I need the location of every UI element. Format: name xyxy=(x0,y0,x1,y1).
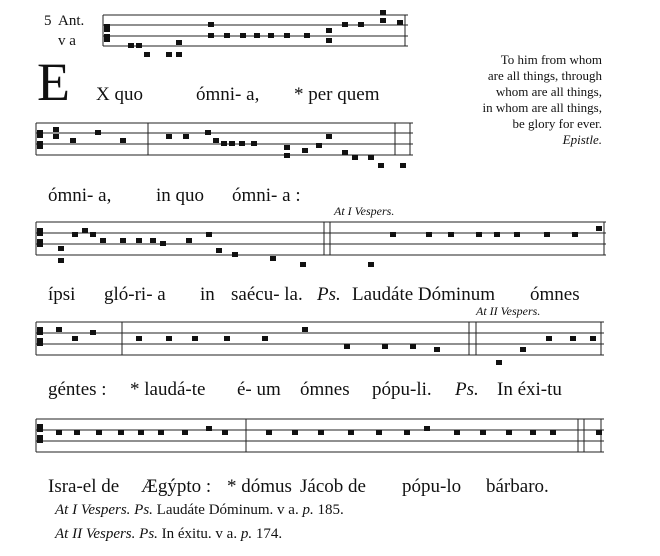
staff-2 xyxy=(36,123,413,155)
translation-line: in whom are all things, xyxy=(482,100,602,115)
translation-line: are all things, through xyxy=(487,68,602,83)
translation-block xyxy=(482,52,602,148)
lyric-3-word-2: gló-ri- a xyxy=(104,284,166,305)
lyric-3-ps: Ps. xyxy=(317,284,341,305)
lyric-4-ps: Ps. xyxy=(455,379,479,400)
lyric-3-word-4: saécu- la. xyxy=(231,284,303,305)
footnote-second-vespers: At II Vespers. Ps. In éxitu. v a. p. 174. xyxy=(55,526,283,542)
translation-line: whom are all things, xyxy=(495,84,602,99)
translation-source: Epistle. xyxy=(562,132,602,147)
antiphon-number: 5 xyxy=(44,13,52,29)
lyric-5-word-1: Isra-el de xyxy=(48,476,120,497)
lyric-3-word-1: ípsi xyxy=(48,284,76,305)
mode-label: v a xyxy=(58,33,76,49)
translation-line: be glory for ever. xyxy=(512,116,602,131)
lyric-2-word-1: ómni- a, xyxy=(48,185,112,206)
lyric-1-word-1: X quo xyxy=(96,84,143,105)
lyric-5-word-6: bárbaro. xyxy=(486,476,549,497)
lyric-4-word-7: In éxi-tu xyxy=(497,379,562,400)
lyric-3-word-6: Laudáte Dóminum xyxy=(352,284,495,305)
staff-5 xyxy=(36,419,604,452)
translation-line: To him from whom xyxy=(500,52,602,67)
drop-cap: E xyxy=(37,52,70,112)
lyric-2-word-2: in quo xyxy=(156,185,205,206)
lyric-5-word-5: pópu-lo xyxy=(402,476,462,497)
staff-4 xyxy=(36,322,604,355)
lyric-1-word-2: ómni- a, xyxy=(196,84,260,105)
lyric-5-word-4: Jácob de xyxy=(300,476,366,497)
lyric-2-word-3: ómni- a : xyxy=(232,185,301,206)
lyric-3-word-3: in xyxy=(200,284,215,305)
lyric-5-word-2: Ægýpto : xyxy=(141,476,212,497)
lyric-1-word-3: * per quem xyxy=(294,84,380,105)
rubric-first-vespers: At I Vespers. xyxy=(334,204,395,218)
lyric-5-word-3: * dómus xyxy=(227,476,292,497)
rubric-second-vespers: At II Vespers. xyxy=(476,304,541,318)
footnote-first-vespers: At I Vespers. Ps. Laudáte Dóminum. v a. p. 185. xyxy=(55,502,344,518)
staff-1 xyxy=(103,15,408,46)
lyric-3-word-7: ómnes xyxy=(530,284,580,305)
lyric-4-word-3: é- um xyxy=(237,379,281,400)
lyric-4-word-1: géntes : xyxy=(48,379,107,400)
antiphon-label: Ant. xyxy=(58,13,85,29)
lyric-4-word-5: pópu-li. xyxy=(372,379,432,400)
lyric-4-word-4: ómnes xyxy=(300,379,350,400)
lyric-4-word-2: * laudá-te xyxy=(130,379,206,400)
